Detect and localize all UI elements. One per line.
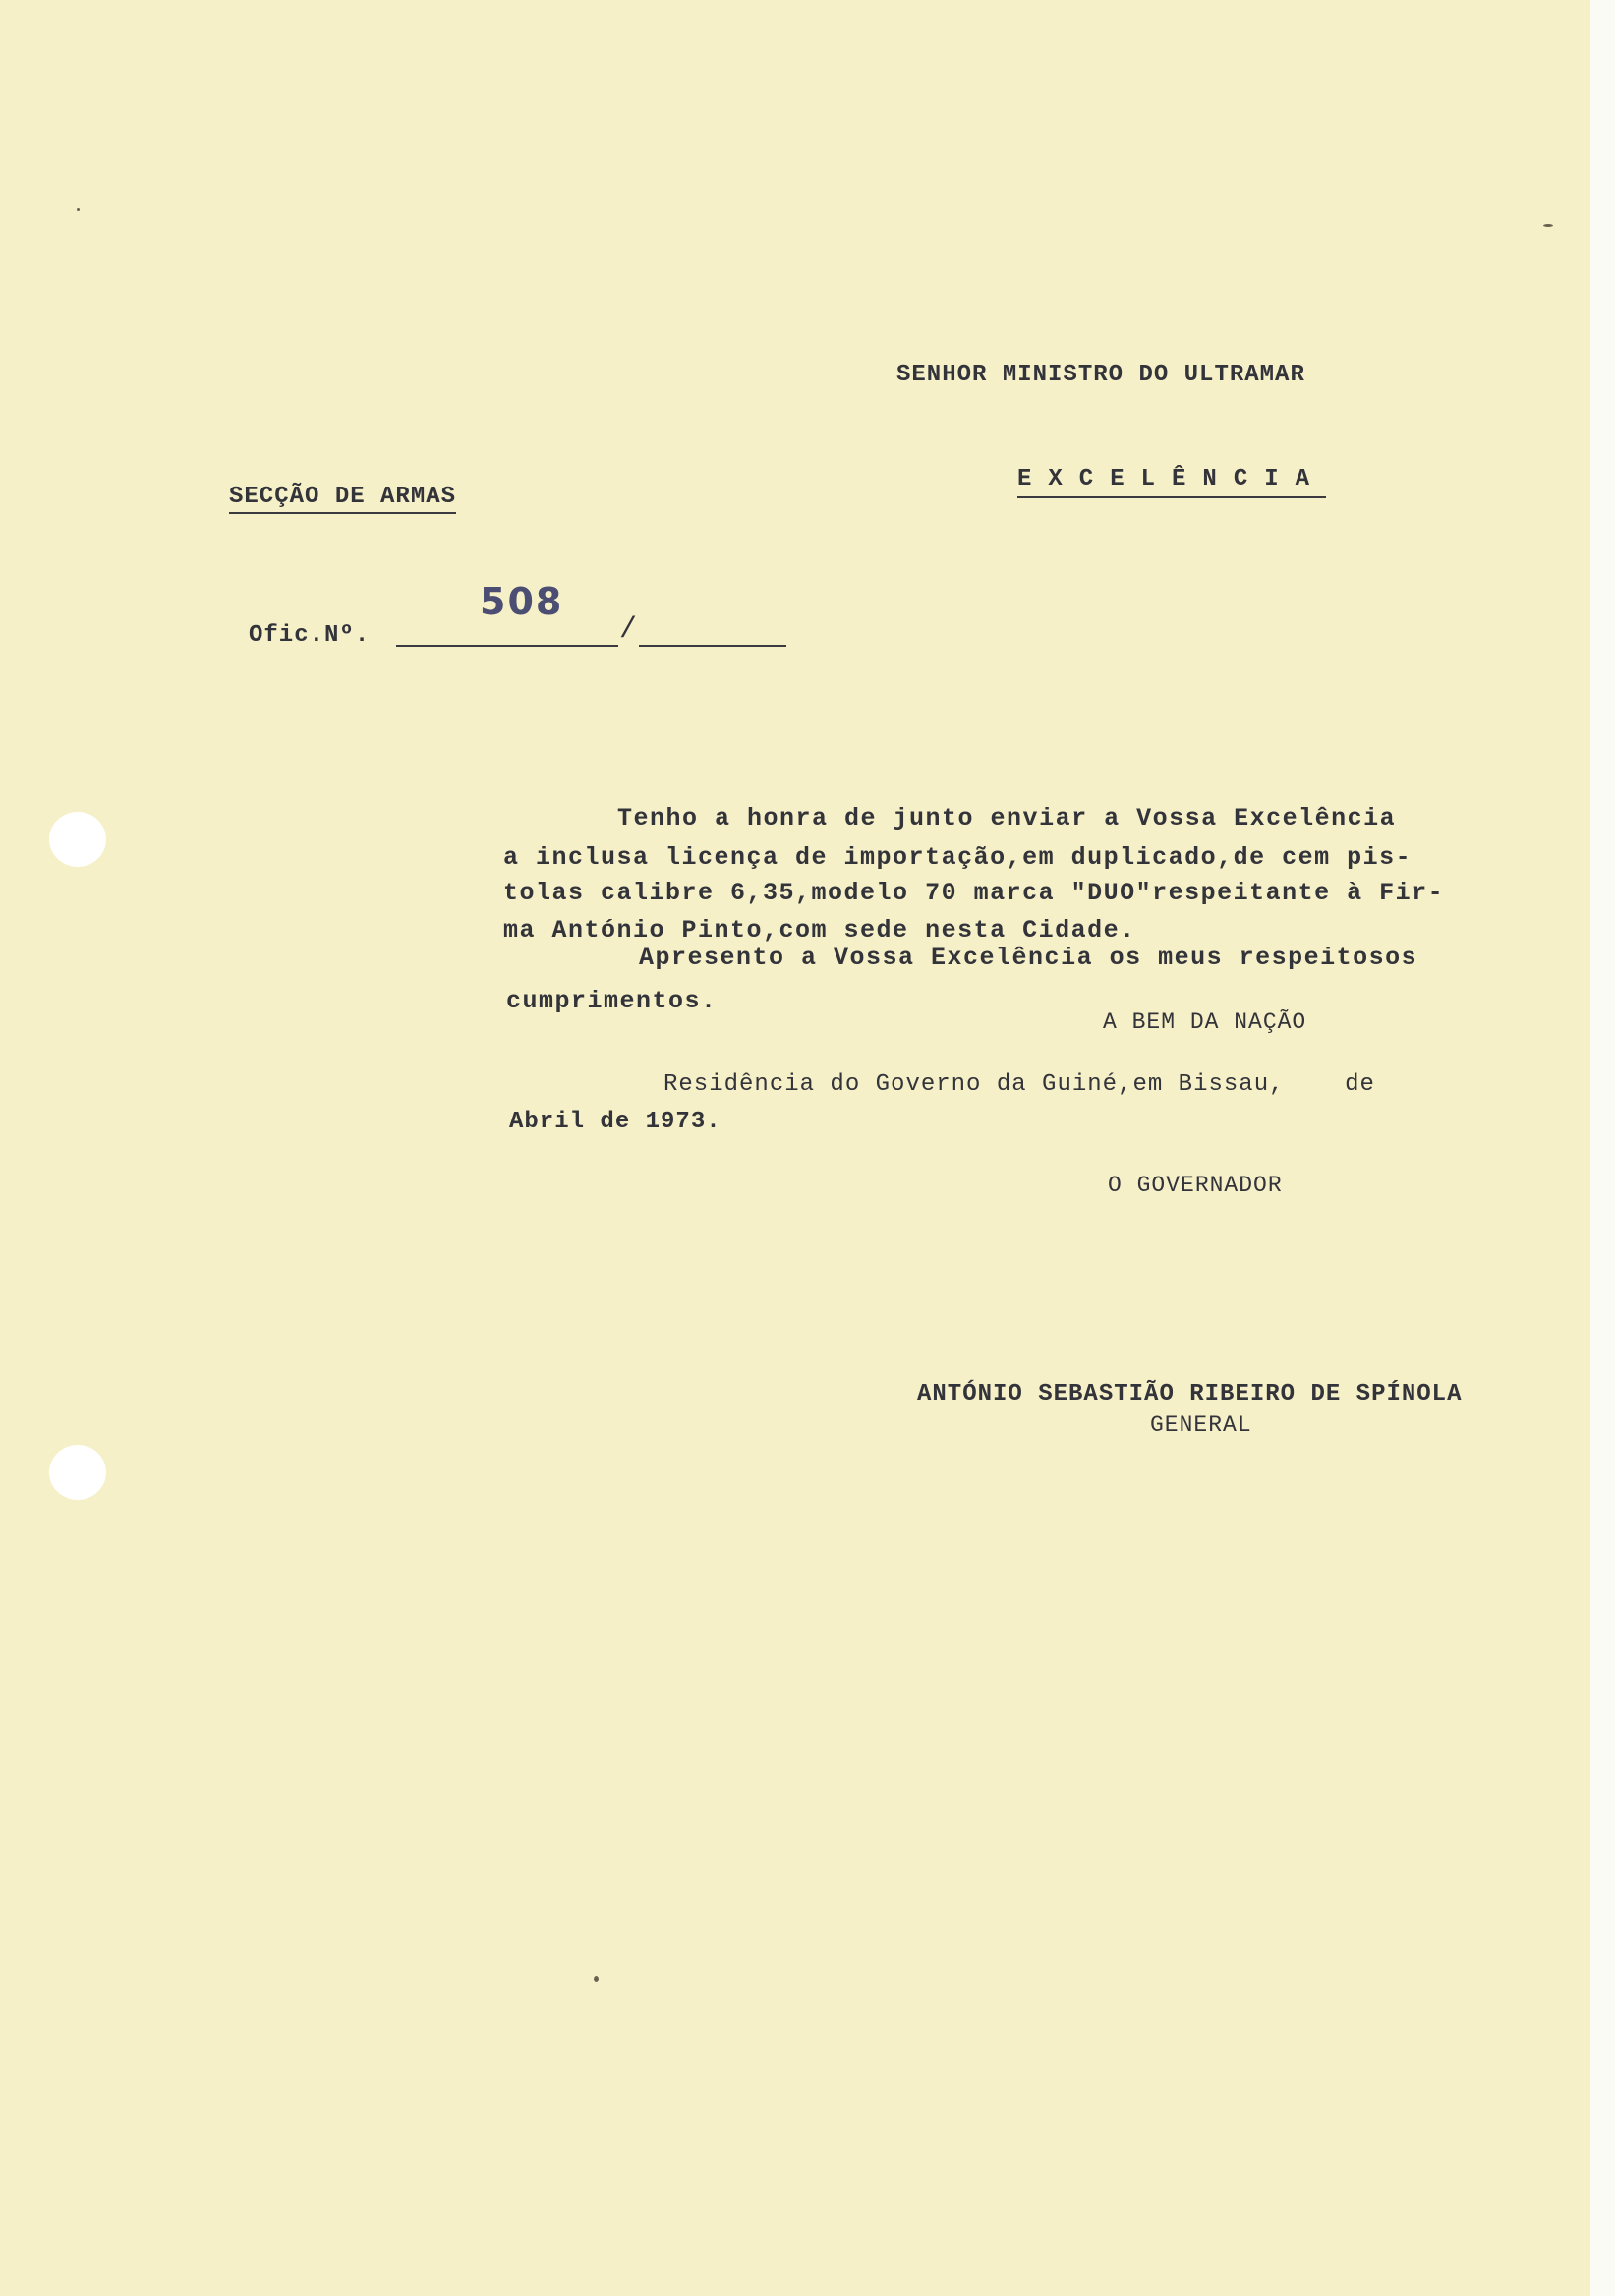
ofic-label: Ofic.Nº. [249,622,371,649]
paper-mark [594,1976,599,1982]
closing: A BEM DA NAÇÃO [1103,1009,1307,1035]
signatory-name: ANTÓNIO SEBASTIÃO RIBEIRO DE SPÍNOLA [917,1381,1463,1407]
body-line-3: tolas calibre 6,35,modelo 70 marca "DUO"respeitante à Fir- [503,879,1445,907]
ofic-number-stamp: 508 [480,580,564,623]
body-line-5: Apresento a Vossa Excelência os meus respeitosos [639,944,1418,972]
ofic-number-line [396,645,618,647]
body-line-6: cumprimentos. [506,987,718,1015]
salutation: EXCELÊNCIA [1017,466,1326,498]
body-line-2: a inclusa licença de importação,em duplicado,de cem pis- [503,843,1413,872]
signatory-rank: GENERAL [1150,1412,1252,1438]
ofic-separator: / [619,613,639,647]
ofic-year-line [639,645,786,647]
place-date-line-1: Residência do Governo da Guiné,em Bissau, de [663,1071,1375,1098]
scan-margin [1590,0,1615,2296]
punch-hole-top [49,812,106,867]
addressee: SENHOR MINISTRO DO ULTRAMAR [896,362,1305,388]
section-heading: SECÇÃO DE ARMAS [229,484,456,514]
governor-title: O GOVERNADOR [1108,1173,1283,1198]
place-date-line-2: Abril de 1973. [509,1109,721,1135]
body-line-1: Tenho a honra de junto enviar a Vossa Excelência [617,804,1397,832]
body-line-4: ma António Pinto,com sede nesta Cidade. [503,916,1136,945]
paper-mark [1543,224,1553,227]
punch-hole-bottom [49,1445,106,1500]
paper-mark [77,208,80,211]
